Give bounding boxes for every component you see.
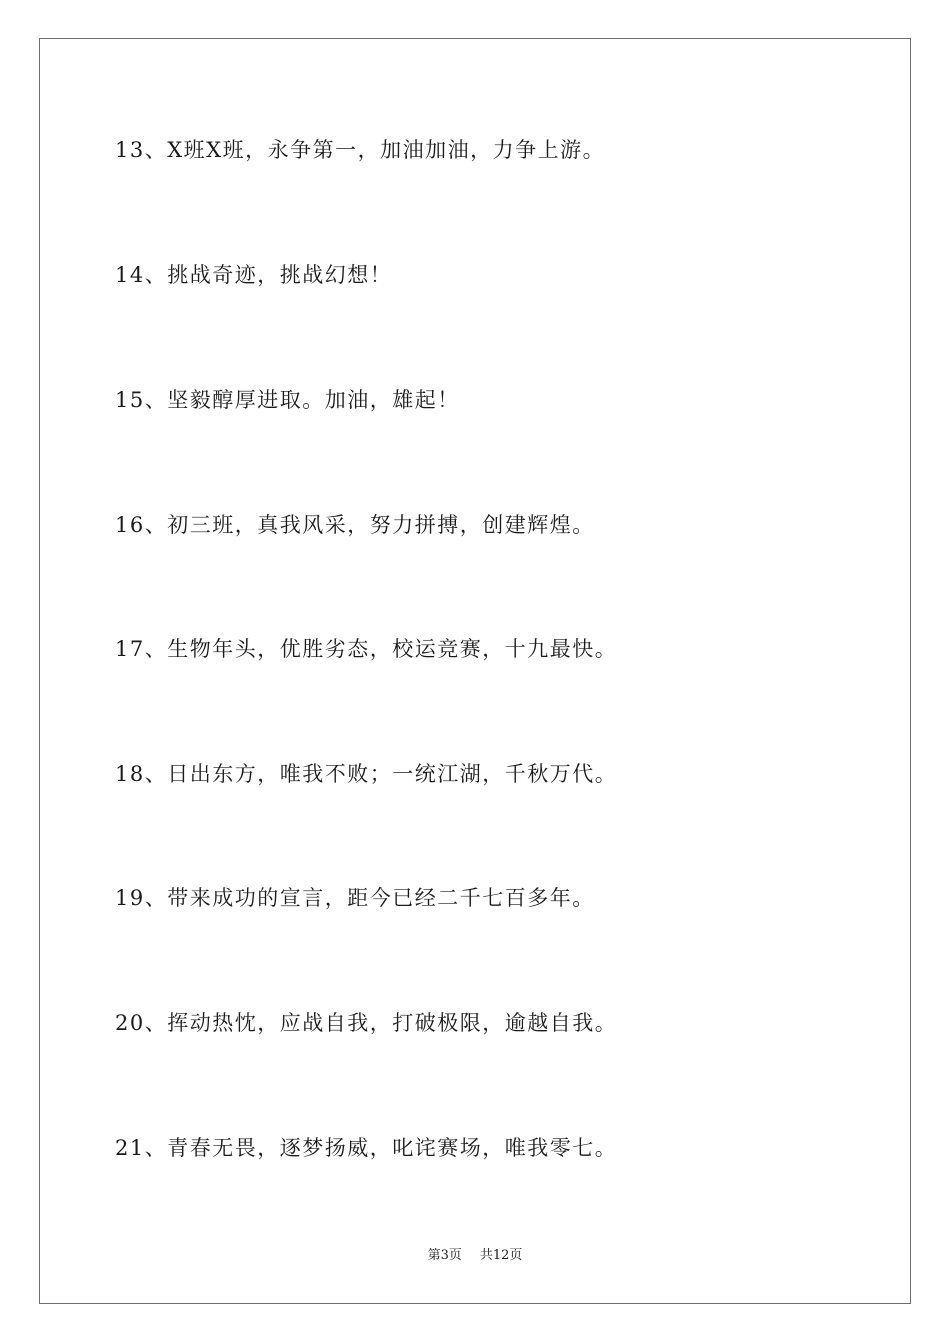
slogan-line-16: 16、初三班，真我风采，努力拼搏，创建辉煌。 bbox=[115, 513, 595, 537]
slogan-line-13: 13、X班X班，永争第一，加油加油，力争上游。 bbox=[115, 138, 606, 162]
slogan-line-18: 18、日出东方，唯我不败；一统江湖，千秋万代。 bbox=[115, 762, 618, 786]
slogan-line-20: 20、挥动热忱，应战自我，打破极限，逾越自我。 bbox=[115, 1011, 618, 1035]
slogan-line-21: 21、青春无畏，逐梦扬威，叱诧赛场，唯我零七。 bbox=[115, 1136, 618, 1160]
slogan-line-15: 15、坚毅醇厚进取。加油，雄起！ bbox=[115, 388, 460, 412]
page-footer bbox=[0, 1247, 950, 1265]
page-total: 共12页 bbox=[479, 1248, 523, 1263]
page-number: 第3页 bbox=[427, 1248, 462, 1263]
slogan-line-19: 19、带来成功的宣言，距今已经二千七百多年。 bbox=[115, 886, 595, 910]
page-border bbox=[39, 38, 911, 1304]
slogan-line-14: 14、挑战奇迹，挑战幻想！ bbox=[115, 263, 393, 287]
slogan-line-17: 17、生物年头，优胜劣态，校运竞赛，十九最快。 bbox=[115, 637, 618, 661]
